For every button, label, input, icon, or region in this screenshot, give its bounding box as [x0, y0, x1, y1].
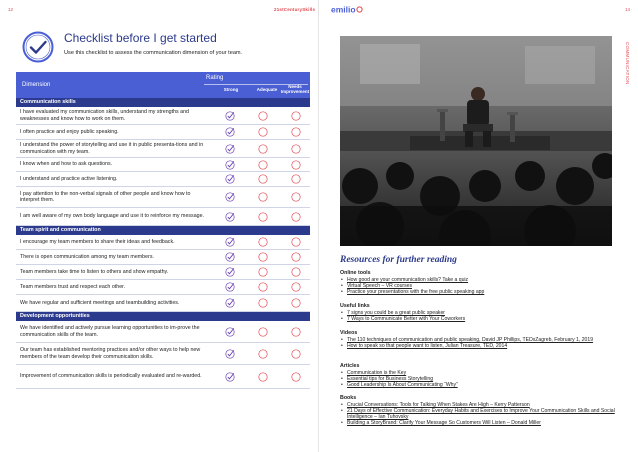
- checked-circle-icon[interactable]: [225, 252, 235, 262]
- resources-title: Resources for further reading: [340, 255, 457, 265]
- empty-circle-icon[interactable]: [291, 282, 301, 292]
- empty-circle-icon[interactable]: [291, 252, 301, 262]
- left-page-number: 12: [8, 7, 14, 12]
- empty-circle-icon[interactable]: [291, 127, 301, 137]
- resource-link[interactable]: • Essential tips for Business Storytelling: [340, 376, 615, 382]
- right-page-number: 14: [624, 7, 630, 12]
- checklist-table: [16, 72, 310, 389]
- checked-circle-icon[interactable]: [225, 111, 235, 121]
- checked-circle-icon[interactable]: [225, 267, 235, 277]
- rating-marks: [216, 250, 310, 264]
- table-row: [16, 321, 310, 343]
- empty-circle-icon[interactable]: [291, 144, 301, 154]
- resource-link[interactable]: • Good Leadership Is About Communicating “Why”: [340, 382, 615, 388]
- rating-marks: [216, 265, 310, 279]
- row-text: I encourage my team members to share their ideas and feedback.: [20, 238, 175, 245]
- empty-circle-icon[interactable]: [258, 349, 268, 359]
- checked-circle-icon[interactable]: [225, 298, 235, 308]
- table-row: [16, 107, 310, 125]
- row-text: Improvement of communication skills is periodically evaluated and re-warded.: [20, 373, 202, 380]
- resource-link[interactable]: • 7 signs you could be a great public speaker: [340, 310, 615, 316]
- table-row: [16, 187, 310, 208]
- resource-link[interactable]: • How to speak so that people want to listen, Julian Treasure, TED, 2014: [340, 343, 615, 349]
- empty-circle-icon[interactable]: [291, 349, 301, 359]
- column-adequate: Adequate: [256, 87, 278, 92]
- table-row: [16, 158, 310, 172]
- resources-online-tools: [340, 270, 615, 295]
- resource-link[interactable]: • Virtual Speech – VR courses: [340, 283, 615, 289]
- resource-link[interactable]: • Communication is the Key: [340, 370, 615, 376]
- resources-videos: [340, 330, 615, 349]
- row-text: I understand and practice active listening.: [20, 175, 118, 182]
- checked-circle-icon[interactable]: [225, 127, 235, 137]
- empty-circle-icon[interactable]: [258, 160, 268, 170]
- rating-marks: [216, 140, 310, 157]
- side-tab: [620, 42, 630, 92]
- check-circle-icon: [22, 31, 54, 63]
- resource-link[interactable]: • Crucial Conversations: Tools for Talking When Stakes Are High – Kerry Patterson: [340, 402, 615, 408]
- empty-circle-icon[interactable]: [291, 327, 301, 337]
- row-text: We have identified and actively pursue learning opportunities to im-prove the communication skills of the team.: [20, 325, 200, 338]
- empty-circle-icon[interactable]: [258, 372, 268, 382]
- header-tag: 21stCenturySkills: [274, 7, 316, 12]
- section-communication-skills: Communication skills: [16, 98, 310, 107]
- empty-circle-icon[interactable]: [258, 327, 268, 337]
- empty-circle-icon[interactable]: [291, 298, 301, 308]
- column-strong: Strong: [223, 87, 239, 92]
- table-row: [16, 365, 310, 389]
- row-text: Team members take time to listen to others and show empathy.: [20, 268, 169, 275]
- rating-marks: [216, 158, 310, 171]
- rating-marks: [216, 365, 310, 388]
- resources-books: [340, 395, 615, 426]
- group-heading: Useful links: [340, 303, 370, 309]
- page-title: Checklist before I get started: [64, 31, 217, 45]
- resources-articles: [340, 363, 615, 388]
- empty-circle-icon[interactable]: [258, 267, 268, 277]
- table-row: [16, 343, 310, 365]
- checked-circle-icon[interactable]: [225, 160, 235, 170]
- column-needs-improvement: Needs Improvement: [280, 84, 310, 94]
- table-row: [16, 295, 310, 312]
- row-text: I know when and how to ask questions.: [20, 161, 113, 168]
- logo-text: emilio: [331, 5, 356, 14]
- empty-circle-icon[interactable]: [258, 111, 268, 121]
- rating-marks: [216, 280, 310, 294]
- rating-marks: [216, 235, 310, 249]
- empty-circle-icon[interactable]: [291, 372, 301, 382]
- resource-link[interactable]: • How good are your communication skills? Take a quiz: [340, 277, 615, 283]
- table-row: [16, 235, 310, 250]
- empty-circle-icon[interactable]: [291, 192, 301, 202]
- checked-circle-icon[interactable]: [225, 212, 235, 222]
- checked-circle-icon[interactable]: [225, 282, 235, 292]
- rating-marks: [216, 107, 310, 124]
- checked-circle-icon[interactable]: [225, 174, 235, 184]
- rating-marks: [216, 343, 310, 364]
- empty-circle-icon[interactable]: [258, 298, 268, 308]
- table-row: [16, 250, 310, 265]
- checked-circle-icon[interactable]: [225, 349, 235, 359]
- resource-link[interactable]: • 21 Days of Effective Communication: Everyday Habits and Exercises to Improve Your Communication Skills and Social Intelligence – Ian Tuhovsky: [340, 408, 615, 420]
- empty-circle-icon[interactable]: [258, 174, 268, 184]
- logo-mark-icon: [331, 5, 363, 14]
- empty-circle-icon[interactable]: [258, 144, 268, 154]
- empty-circle-icon[interactable]: [258, 252, 268, 262]
- empty-circle-icon[interactable]: [291, 174, 301, 184]
- rating-marks: [216, 321, 310, 342]
- resources-useful-links: [340, 303, 615, 322]
- speaker-photo: [340, 36, 612, 246]
- side-tab-label: COMMUNICATION: [625, 42, 630, 85]
- checked-circle-icon[interactable]: [225, 237, 235, 247]
- rating-marks: [216, 295, 310, 311]
- empty-circle-icon[interactable]: [291, 111, 301, 121]
- empty-circle-icon[interactable]: [258, 192, 268, 202]
- row-text: There is open communication among my team members.: [20, 253, 154, 260]
- empty-circle-icon[interactable]: [258, 212, 268, 222]
- checked-circle-icon[interactable]: [225, 144, 235, 154]
- group-heading: Online tools: [340, 270, 371, 276]
- table-row: [16, 280, 310, 295]
- resource-link[interactable]: • Practice your presentations with the free public speaking app: [340, 289, 615, 295]
- rating-marks: [216, 125, 310, 139]
- empty-circle-icon[interactable]: [258, 237, 268, 247]
- resource-link[interactable]: • The 110 techniques of communication and public speaking, David JP Phillips, TEDxZagreb, February 1, 2019: [340, 337, 615, 343]
- group-heading: Books: [340, 395, 357, 401]
- row-text: I understand the power of storytelling and use it in public presenta-tions and in communication with my team.: [20, 142, 204, 155]
- resource-link[interactable]: • Building a StoryBrand: Clarify Your Message So Customers Will Listen – Donald Miller: [340, 420, 615, 426]
- row-text: Our team has established mentoring practices and/or other ways to help new members of the team develop their communication skills.: [20, 347, 201, 360]
- table-row: [16, 140, 310, 158]
- row-text: I have evaluated my communication skills, understand my strengths and weaknesses and know how to work on them.: [20, 109, 189, 122]
- row-text: I am well aware of my own body language and use it to reinforce my message.: [20, 213, 205, 220]
- resource-link[interactable]: • 7 Ways to Communicate Better with Your Coworkers: [340, 316, 615, 322]
- empty-circle-icon[interactable]: [258, 127, 268, 137]
- checked-circle-icon[interactable]: [225, 372, 235, 382]
- table-header: [16, 72, 310, 98]
- section-team-spirit: Team spirit and communication: [16, 226, 310, 235]
- column-dimension: Dimension: [22, 82, 51, 88]
- empty-circle-icon[interactable]: [291, 237, 301, 247]
- table-row: [16, 265, 310, 280]
- rating-marks: [216, 172, 310, 186]
- empty-circle-icon[interactable]: [291, 267, 301, 277]
- table-row: [16, 125, 310, 140]
- row-text: I often practice and enjoy public speaking.: [20, 128, 119, 135]
- column-rating: Rating: [206, 75, 224, 81]
- empty-circle-icon[interactable]: [291, 212, 301, 222]
- empty-circle-icon[interactable]: [258, 282, 268, 292]
- group-heading: Videos: [340, 330, 358, 336]
- rating-marks: [216, 208, 310, 225]
- row-text: We have regular and sufficient meetings and teambuilding activities.: [20, 299, 180, 306]
- row-text: I pay attention to the non-verbal signals of other people and know how to interpret them.: [20, 190, 191, 203]
- checked-circle-icon[interactable]: [225, 327, 235, 337]
- page-intro: Use this checklist to assess the communication dimension of your team.: [64, 50, 243, 56]
- page-spine: [318, 0, 319, 452]
- checked-circle-icon[interactable]: [225, 192, 235, 202]
- emilio-logo: [331, 5, 363, 14]
- table-row: [16, 208, 310, 226]
- group-heading: Articles: [340, 363, 360, 369]
- empty-circle-icon[interactable]: [291, 160, 301, 170]
- section-development-opportunities: Development opportunities: [16, 312, 310, 321]
- table-row: [16, 172, 310, 187]
- row-text: Team members trust and respect each other.: [20, 283, 126, 290]
- rating-marks: [216, 187, 310, 207]
